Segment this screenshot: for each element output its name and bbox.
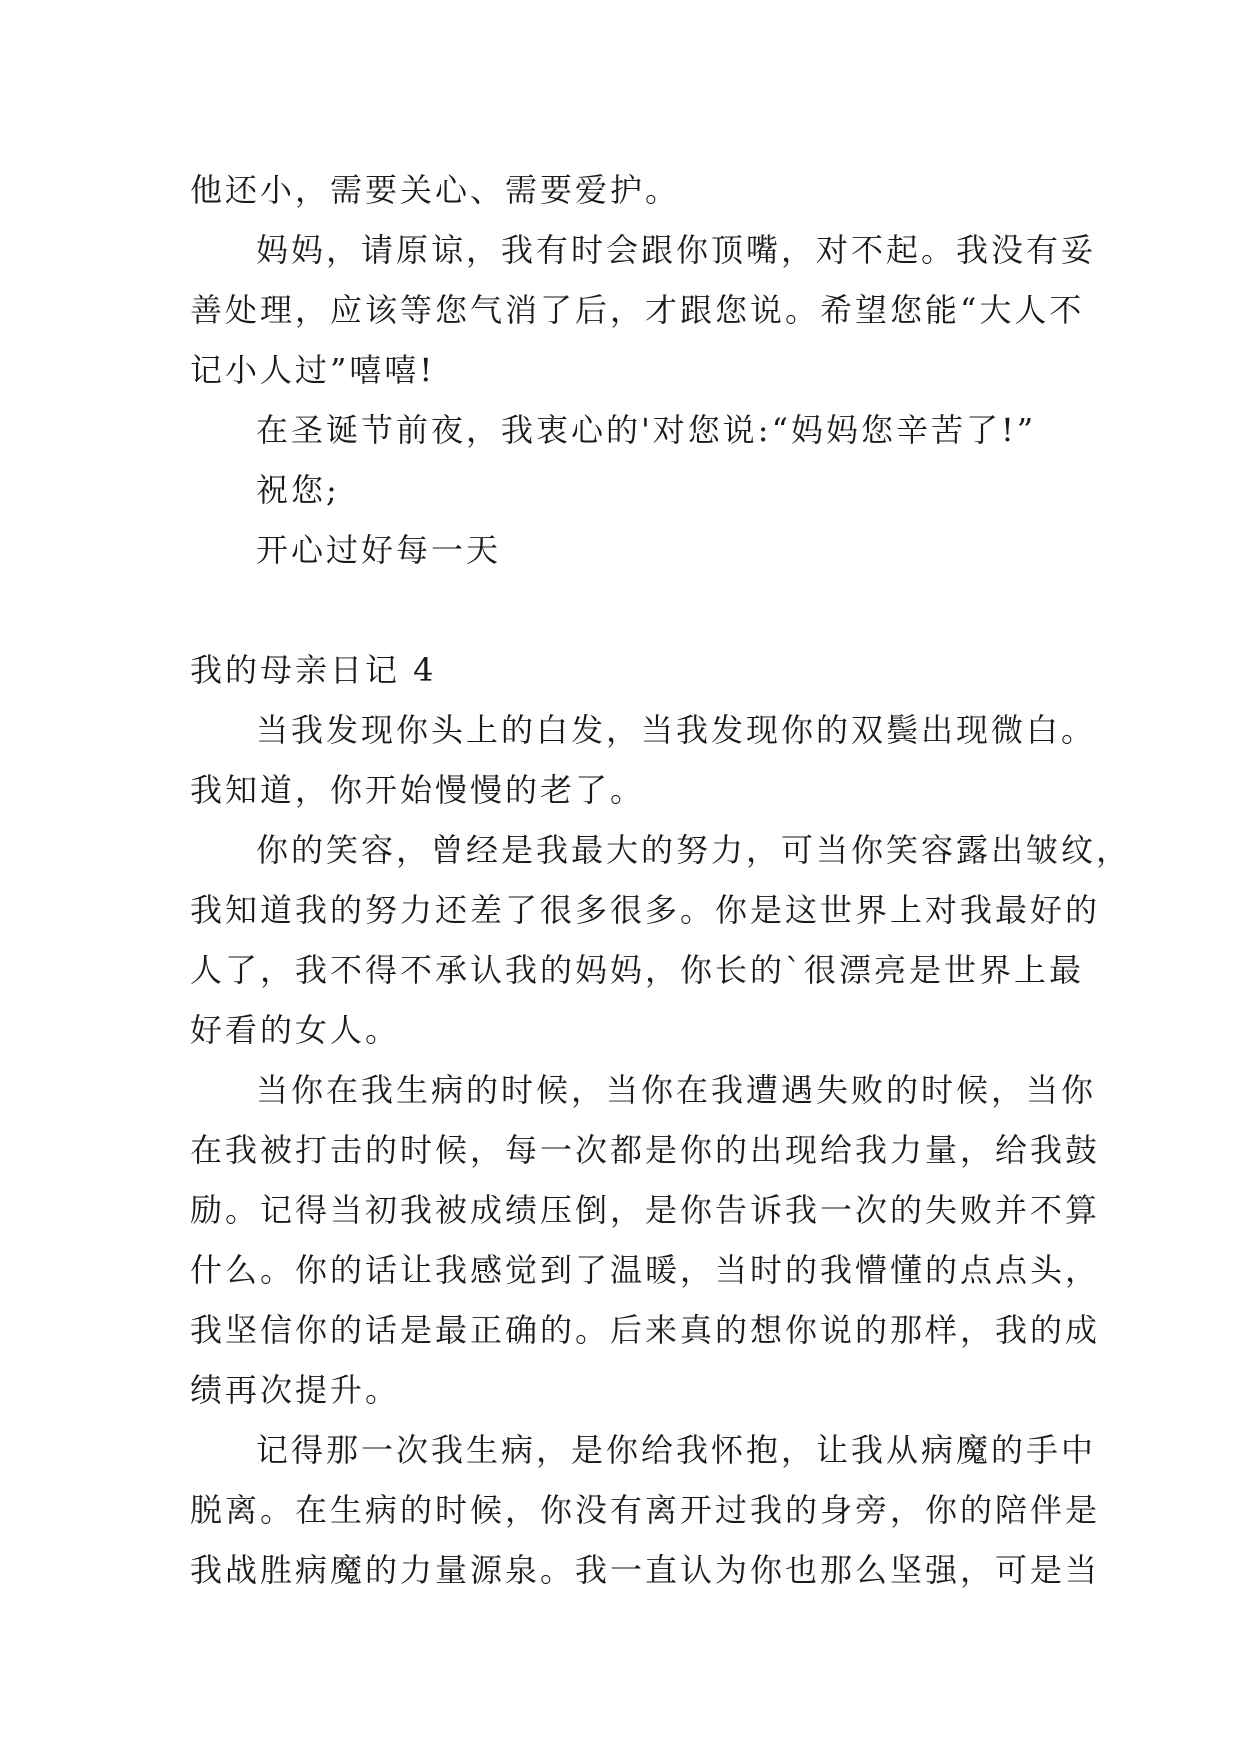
text-line: 我知道我的努力还差了很多很多。你是这世界上对我最好的 (190, 891, 1101, 929)
text-line: 我坚信你的话是最正确的。后来真的想你说的那样，我的成 (190, 1311, 1101, 1349)
document-page (190, 160, 1132, 1600)
text-line: 在我被打击的时候，每一次都是你的出现给我力量，给我鼓 (190, 1131, 1101, 1169)
text-line: 脱离。在生病的时候，你没有离开过我的身旁，你的陪伴是 (190, 1491, 1101, 1529)
text-line: 绩再次提升。 (190, 1371, 401, 1409)
text-line: 好看的女人。 (190, 1011, 401, 1049)
text-line: 当你在我生病的时候，当你在我遭遇失败的时候，当你 (256, 1071, 1097, 1109)
text-line: 记小人过”嘻嘻! (190, 351, 436, 389)
text-line: 开心过好每一天 (256, 531, 502, 569)
text-line: 他还小，需要关心、需要爱护。 (190, 171, 681, 209)
text-line: 在圣诞节前夜，我衷心的'对您说:“妈妈您辛苦了!” (256, 411, 1037, 449)
text-line: 当我发现你头上的白发，当我发现你的双鬓出现微白。 (256, 711, 1097, 749)
section-title: 我的母亲日记 4 (190, 651, 437, 689)
text-line: 祝您; (256, 471, 340, 509)
text-line: 我知道，你开始慢慢的老了。 (190, 771, 646, 809)
text-line: 励。记得当初我被成绩压倒，是你告诉我一次的失败并不算 (190, 1191, 1101, 1229)
text-line: 什么。你的话让我感觉到了温暖，当时的我懵懂的点点头， (190, 1251, 1101, 1289)
section-gap (190, 580, 1070, 640)
text-line: 记得那一次我生病，是你给我怀抱，让我从病魔的手中 (256, 1431, 1097, 1469)
text-line: 善处理，应该等您气消了后，才跟您说。希望您能“大人不 (190, 291, 1085, 329)
text-line: 人了，我不得不承认我的妈妈，你长的`很漂亮是世界上最 (190, 951, 1085, 989)
text-line: 妈妈，请原谅，我有时会跟你顶嘴，对不起。我没有妥 (256, 231, 1097, 269)
text-line: 你的笑容，曾经是我最大的努力，可当你笑容露出皱纹， (256, 831, 1132, 869)
text-line: 我战胜病魔的力量源泉。我一直认为你也那么坚强，可是当 (190, 1551, 1101, 1589)
